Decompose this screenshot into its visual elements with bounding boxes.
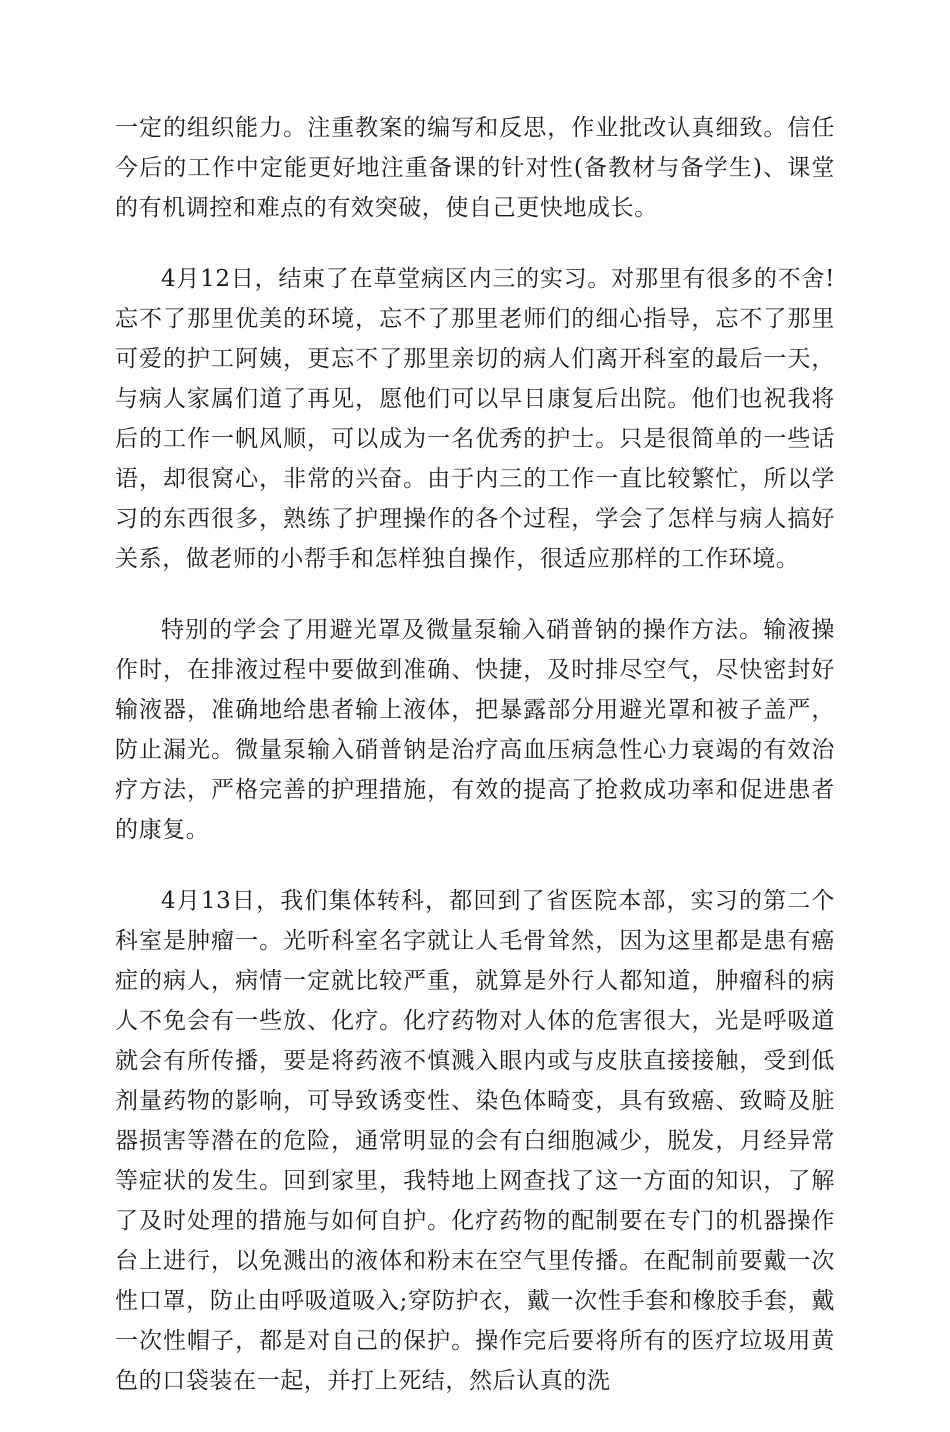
paragraph-3: 特别的学会了用避光罩及微量泵输入硝普钠的操作方法。输液操作时，在排液过程中要做到准确、快捷，及时排尽空气，尽快密封好输液器，准确地给患者输上液体，把暴露部分用避光罩和被子盖严，防止漏光。微量泵输入硝普钠是治疗高血压病急性心力衰竭的有效治疗方法，严格完善的护理措施，有效的提高了抢救成功率和促进患者的康复。 bbox=[115, 617, 835, 843]
paragraph-1: 一定的组织能力。注重教案的编写和反思，作业批改认真细致。信任今后的工作中定能更好地注重备课的针对性(备教材与备学生)、课堂的有机调控和难点的有效突破，使自己更快地成长。 bbox=[115, 115, 835, 221]
paragraph-4: 4月13日，我们集体转科，都回到了省医院本部，实习的第二个科室是肿瘤一。光听科室名字就让人毛骨耸然，因为这里都是患有癌症的病人，病情一定就比较严重，就算是外行人都知道，肿瘤科的病人不免会有一些放、化疗。化疗药物对人体的危害很大，光是呼吸道就会有所传播，要是将药液不慎溅入眼内或与皮肤直接接触，受到低剂量药物的影响，可导致诱变性、染色体畸变，具有致癌、致畸及脏器损害等潜在的危险，通常明显的会有白细胞减少，脱发，月经异常等症状的发生。回到家里，我特地上网查找了这一方面的知识，了解了及时处理的措施与如何自护。化疗药物的配制要在专门的机器操作台上进行，以免溅出的液体和粉末在空气里传播。在配制前要戴一次性口罩，防止由呼吸道吸入;穿防护衣，戴一次性手套和橡胶手套，戴一次性帽子，都是对自己的保护。操作完后要将所有的医疗垃圾用黄色的口袋装在一起，并打上死结，然后认真的洗 bbox=[115, 888, 835, 1394]
document-body bbox=[115, 108, 835, 1432]
paragraph-2: 4月12日，结束了在草堂病区内三的实习。对那里有很多的不舍!忘不了那里优美的环境，忘不了那里老师们的细心指导，忘不了那里可爱的护工阿姨，更忘不了那里亲切的病人们离开科室的最后一天，与病人家属们道了再见，愿他们可以早日康复后出院。他们也祝我将后的工作一帆风顺，可以成为一名优秀的护士。只是很简单的一些话语，却很窝心，非常的兴奋。由于内三的工作一直比较繁忙，所以学习的东西很多，熟练了护理操作的各个过程，学会了怎样与病人搞好关系，做老师的小帮手和怎样独自操作，很适应那样的工作环境。 bbox=[115, 266, 835, 572]
